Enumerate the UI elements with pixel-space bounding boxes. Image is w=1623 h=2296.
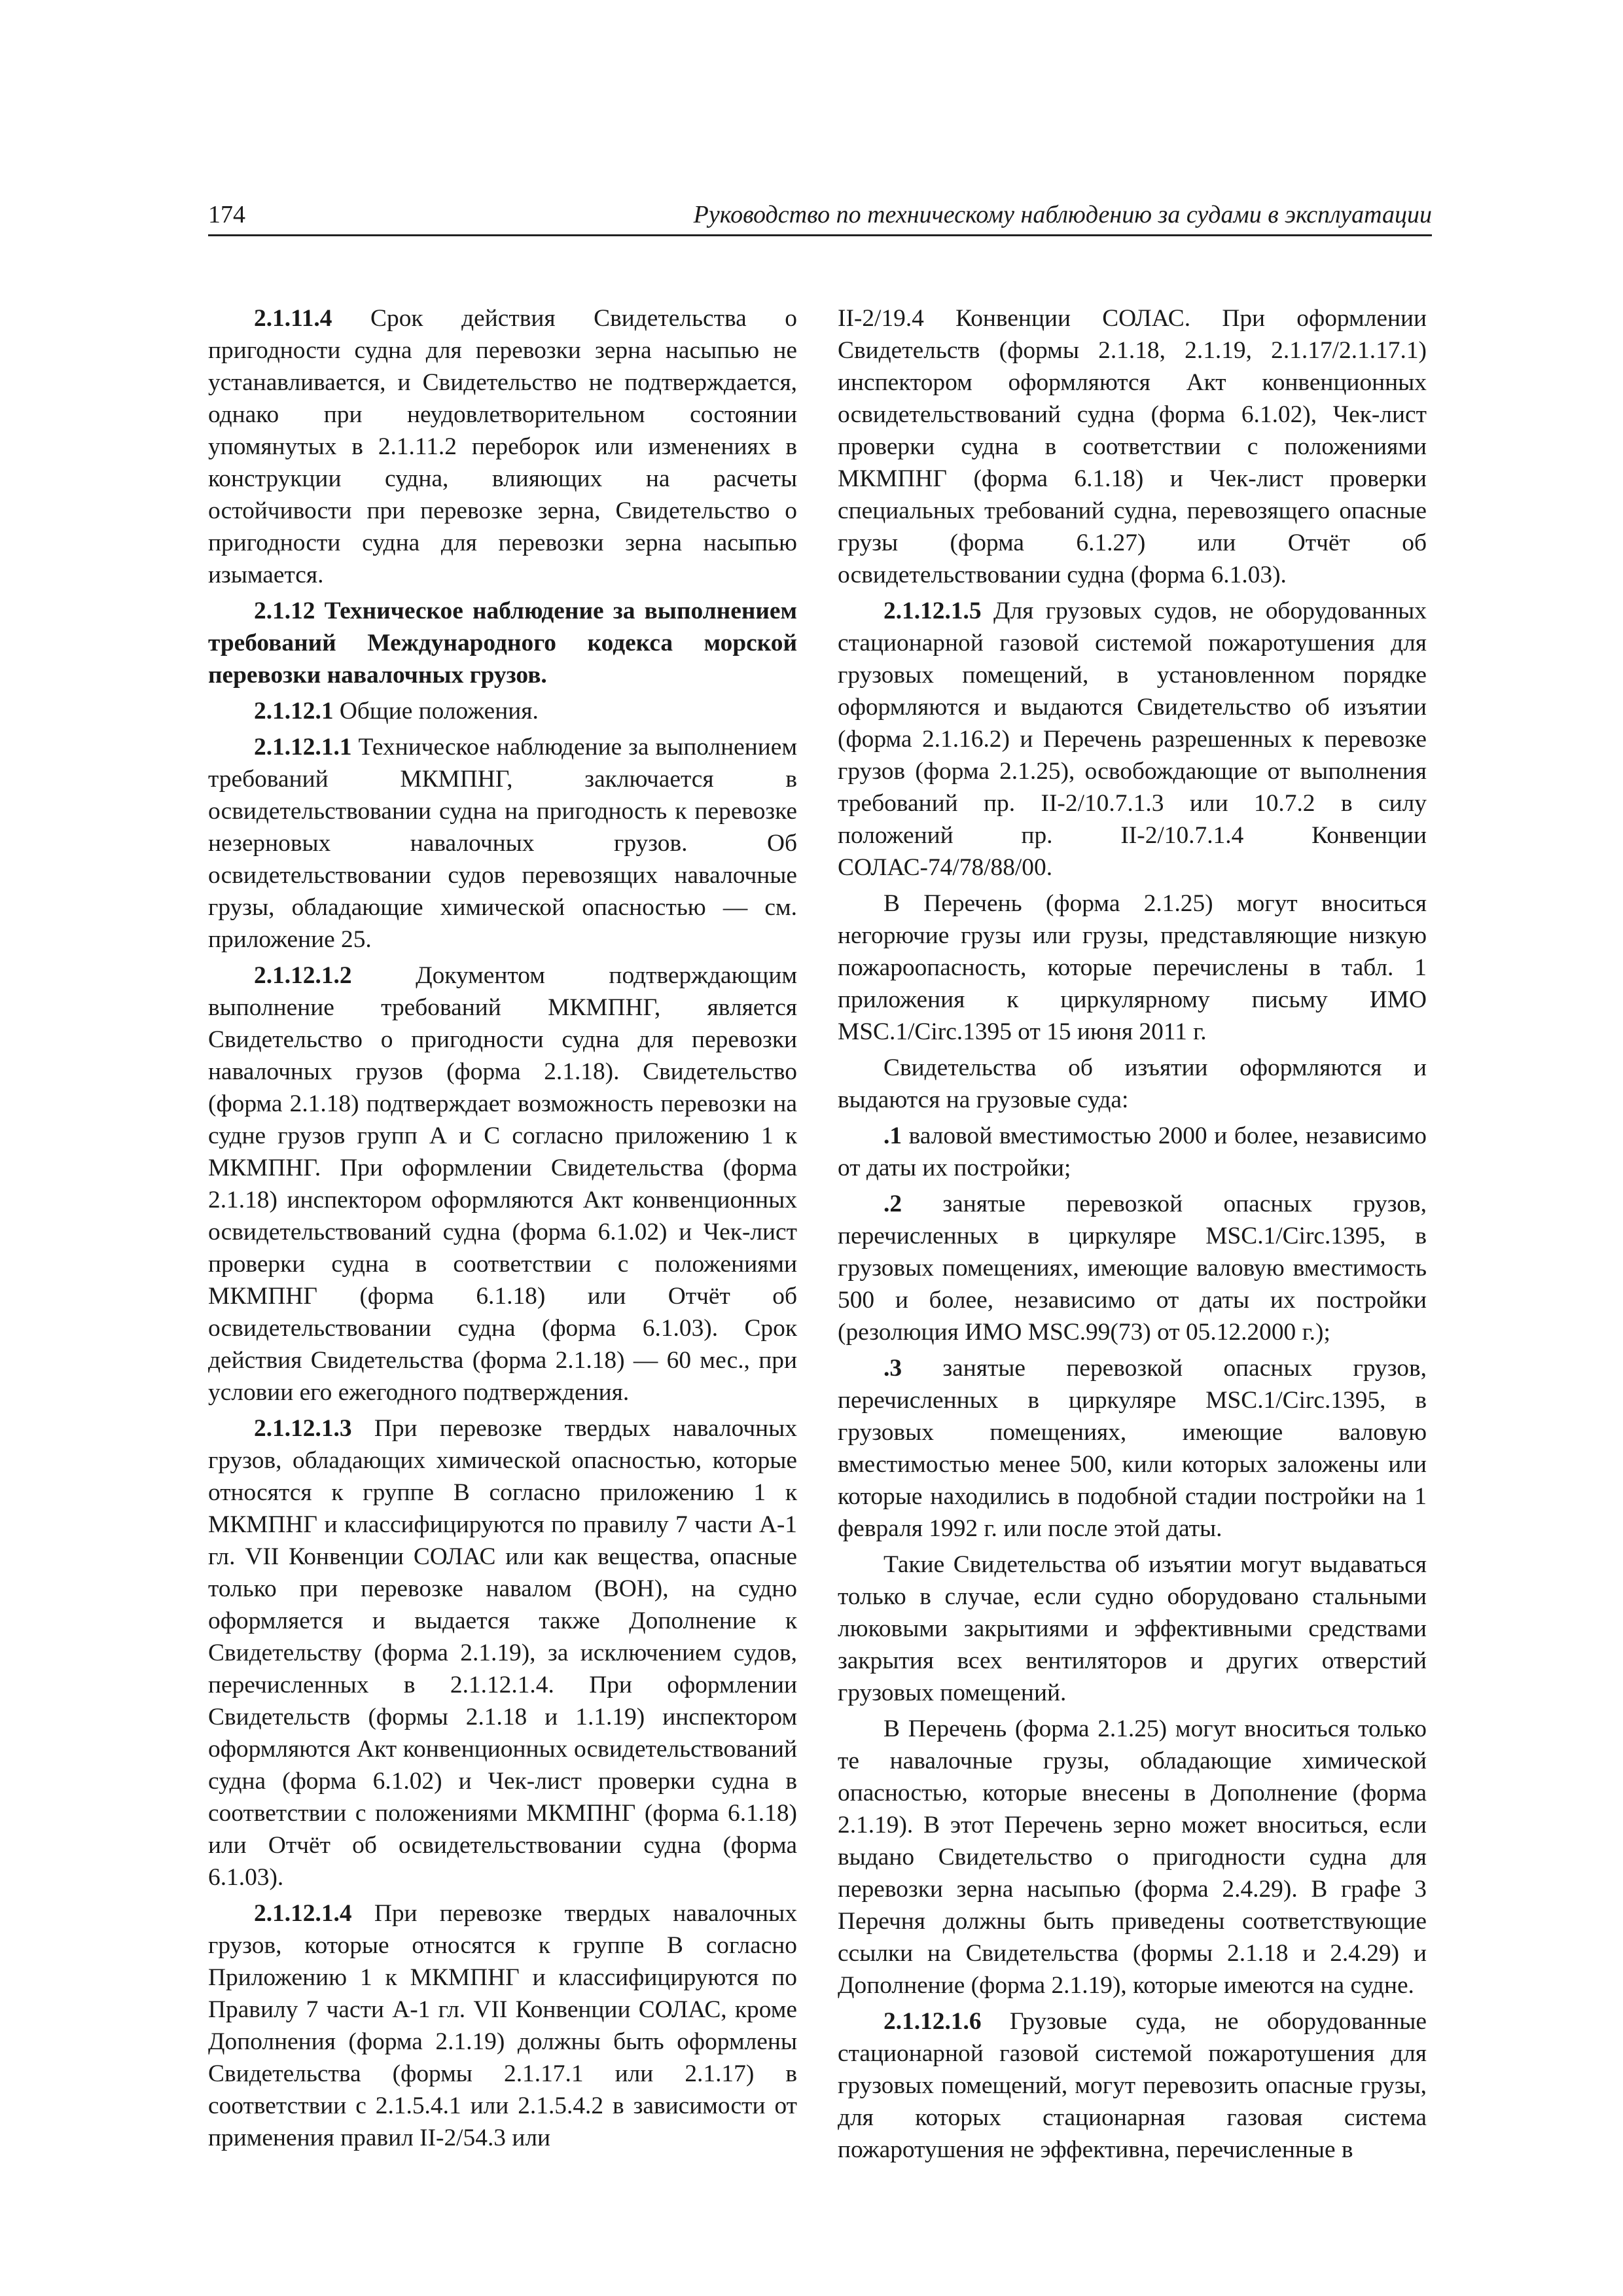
- clause-number: 2.1.12.1.5: [883, 598, 982, 624]
- paragraph-text: Срок действия Свидетельства о пригодности судна для перевозки зерна насыпью не устанавливается, и Свидетельство не подтверждается, однако при неудовлетворительном состоянии упомянутых в 2.1.11.2 переборок или изменениях в конструкции судна, влияющих на расчеты остойчивости при перевозке зерна, Свидетельство о пригодности судна для перевозки зерна насыпью изымается.: [208, 305, 797, 588]
- paragraph-2-1-12-1-4: [208, 1897, 797, 2154]
- continued-paragraph: II-2/19.4 Конвенции СОЛАС. При оформлении Свидетельств (формы 2.1.18, 2.1.19, 2.1.17/2.1.17.1) инспектором оформляются Акт конвенционных освидетельствований судна (форма 6.1.02), Чек-лист проверки судна в соответствии с положениями МКМПНГ (форма 6.1.18) и Чек-лист проверки специальных требований судна, перевозящего опасные грузы (форма 6.1.27) или Отчёт об освидетельствовании судна (форма 6.1.03).: [838, 305, 1427, 588]
- clause-number: 2.1.12.1: [254, 698, 334, 725]
- paragraph-2-1-12-1-2: [208, 960, 797, 1408]
- paragraph-conditions: Такие Свидетельства об изъятии могут выдаваться только в случае, если судно оборудовано стальными люковыми закрытиями и эффективными средствами закрытия всех вентиляторов и других отверстий грузовых помещений.: [838, 1551, 1427, 1706]
- left-column: [208, 302, 797, 2158]
- paragraph-2-1-11-4: [208, 302, 797, 591]
- item-text: занятые перевозкой опасных грузов, перечисленных в циркуляре MSC.1/Circ.1395, в грузовых помещениях, имеющие валовую вместимость 500 и более, независимо от даты их постройки (резолюция ИМО MSC.99(73) от 05.12.2000 г.);: [838, 1191, 1427, 1346]
- item-number: .3: [883, 1355, 902, 1382]
- paragraph-2-1-12-1-6: [838, 2005, 1427, 2166]
- paragraph-text: При перевозке твердых навалочных грузов, которые относятся к группе В согласно Приложению 1 к МКМПНГ и классифицируются по Правилу 7 части А-1 гл. VII Конвенции СОЛАС, кроме Дополнения (форма 2.1.19) должны быть оформлены Свидетельства (формы 2.1.17.1 или 2.1.17) в соответствии с 2.1.5.4.1 или 2.1.5.4.2 в зависимости от применения правил II-2/54.3 или: [208, 1900, 797, 2151]
- paragraph-text: Общие положения.: [333, 698, 539, 725]
- clause-number: 2.1.12.1.1: [254, 734, 352, 761]
- item-number: .2: [883, 1191, 902, 1217]
- paragraph-exemption-intro: Свидетельства об изъятии оформляются и выдаются на грузовые суда:: [838, 1054, 1427, 1113]
- page-number: 174: [208, 201, 245, 228]
- paragraph-text: Документом подтверждающим выполнение требований МКМПНГ, является Свидетельство о пригодности судна для перевозки навалочных грузов (форма 2.1.18). Свидетельство (форма 2.1.18) подтверждает возможность перевозки на судне грузов групп А и С согласно приложению 1 к МКМПНГ. При оформлении Свидетельства (форма 2.1.18) инспектором оформляются Акт конвенционных освидетельствований судна (форма 6.1.02) и Чек-лист проверки судна в соответствии с положениями МКМПНГ (форма 6.1.18) или Отчёт об освидетельствовании судна (форма 6.1.03). Срок действия Свидетельства (форма 2.1.18) — 60 мес., при условии его ежегодного подтверждения.: [208, 962, 797, 1406]
- clause-number: 2.1.12.1.6: [883, 2008, 982, 2035]
- clause-number: 2.1.12.1.4: [254, 1900, 352, 1927]
- right-column: [838, 302, 1427, 2170]
- paragraph-text: Техническое наблюдение за выполнением требований МКМПНГ, заключается в освидетельствовании судна на пригодность к перевозке незерновых навалочных грузов. Об освидетельствовании судов перевозящих навалочные грузы, обладающие химической опасностью — см. приложение 25.: [208, 734, 797, 953]
- item-text: валовой вместимостью 2000 и более, независимо от даты их постройки;: [838, 1122, 1427, 1181]
- paragraph-text: Для грузовых судов, не оборудованных стационарной газовой системой пожаротушения для грузовых помещений, в установленном порядке оформляются и выдаются Свидетельство об изъятии (форма 2.1.16.2) и Перечень разрешенных к перевозке грузов (форма 2.1.25), освобождающие от выполнения требований пр. II-2/10.7.1.3 или 10.7.2 в силу положений пр. II-2/10.7.1.4 Конвенции СОЛАС-74/78/88/00.: [838, 598, 1427, 881]
- paragraph-2-1-12-1: [208, 695, 797, 727]
- list-item-3: [838, 1352, 1427, 1545]
- paragraph-list-bulk-cargo: В Перечень (форма 2.1.25) могут вноситься только те навалочные грузы, обладающие химической опасностью, которые внесены в Дополнение (форма 2.1.19). В этот Перечень зерно может вноситься, если выдано Свидетельство о пригодности судна для перевозки зерна насыпью (форма 2.4.29). В графе 3 Перечня должны быть приведены соответствующие ссылки на Свидетельства (формы 2.1.18 и 2.4.29) и Дополнение (форма 2.1.19), которые имеются на судне.: [838, 1715, 1427, 1999]
- clause-number: 2.1.12.1.2: [254, 962, 352, 989]
- paragraph-text: Грузовые суда, не оборудованные стационарной газовой системой пожаротушения для грузовых помещений, могут перевозить опасные грузы, для которых стационарная газовая система пожаротушения не эффективна, перечисленные в: [838, 2008, 1427, 2163]
- paragraph-2-1-12-1-3: [208, 1412, 797, 1893]
- clause-number: 2.1.11.4: [254, 305, 332, 332]
- list-item-1: [838, 1120, 1427, 1184]
- paragraph-2-1-12-1-5: [838, 595, 1427, 884]
- item-number: .1: [883, 1122, 902, 1149]
- list-item-2: [838, 1188, 1427, 1348]
- paragraph-2-1-12-1-1: [208, 731, 797, 956]
- section-heading: 2.1.12 Техническое наблюдение за выполнением требований Международного кодекса морской перевозки навалочных грузов.: [208, 598, 797, 689]
- paragraph-text: При перевозке твердых навалочных грузов, обладающих химической опасностью, которые относятся к группе В согласно приложению 1 к МКМПНГ и классифицируются по правилу 7 части А-1 гл. VII Конвенции СОЛАС или как вещества, опасные только при перевозке навалом (ВОН), на судно оформляется и выдается также Дополнение к Свидетельству (форма 2.1.19), за исключением судов, перечисленных в 2.1.12.1.4. При оформлении Свидетельств (формы 2.1.18 и 1.1.19) инспектором оформляются Акт конвенционных освидетельствований судна (форма 6.1.02) и Чек-лист проверки судна в соответствии с положениями МКМПНГ (форма 6.1.18) или Отчёт об освидетельствовании судна (форма 6.1.03).: [208, 1415, 797, 1891]
- page-header: [208, 194, 1432, 236]
- paragraph-list-contents: В Перечень (форма 2.1.25) могут вноситься негорючие грузы или грузы, представляющие низкую пожароопасность, которые перечислены в табл. 1 приложения к циркулярному письму ИМО MSC.1/Circ.1395 от 15 июня 2011 г.: [838, 890, 1427, 1045]
- item-text: занятые перевозкой опасных грузов, перечисленных в циркуляре MSC.1/Circ.1395, в грузовых помещениях, имеющие валовую вместимостью менее 500, кили которых заложены или которые находились в подобной стадии постройки на 1 февраля 1992 г. или после этой даты.: [838, 1355, 1427, 1542]
- running-title: Руководство по техническому наблюдению за судами в эксплуатации: [693, 201, 1432, 228]
- clause-number: 2.1.12.1.3: [254, 1415, 352, 1442]
